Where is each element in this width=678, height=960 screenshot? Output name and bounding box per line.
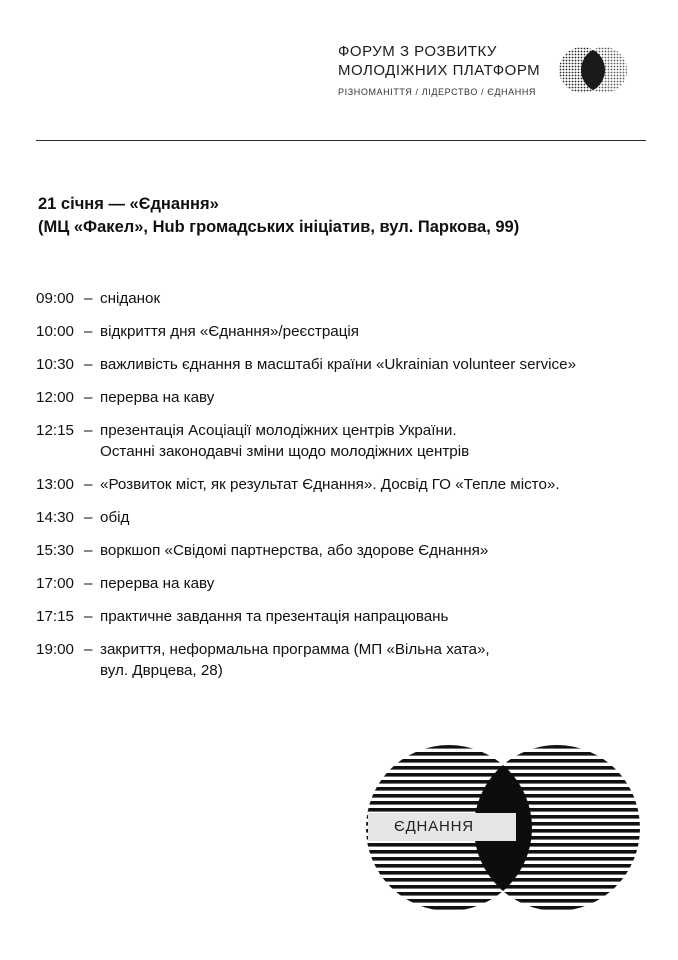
schedule-separator: – (84, 509, 93, 526)
schedule-item (36, 288, 666, 309)
schedule-description-line: сніданок (100, 290, 161, 307)
schedule-list (36, 288, 666, 693)
schedule-item (36, 507, 666, 528)
schedule-description-continuation: Останні законодавчі зміни щодо молодіжних центрів (100, 443, 470, 460)
schedule-description-line: презентація Асоціації молодіжних центрів України. (100, 422, 457, 439)
schedule-description-line: практичне завдання та презентація напрацювань (100, 608, 449, 625)
schedule-description (100, 573, 214, 594)
schedule-time: 13:00 (36, 476, 75, 493)
org-name (338, 42, 540, 80)
org-name-line-1: ФОРУМ З РОЗВИТКУ (338, 43, 497, 60)
schedule-separator: – (84, 389, 93, 406)
page-header (0, 0, 678, 140)
event-title (38, 193, 519, 239)
schedule-description (100, 606, 448, 627)
org-tagline: РІЗНОМАНІТТЯ / ЛІДЕРСТВО / ЄДНАННЯ (338, 87, 537, 97)
schedule-time: 14:30 (36, 509, 75, 526)
schedule-separator: – (84, 608, 93, 625)
schedule-time: 17:00 (36, 575, 75, 592)
schedule-description-line: перерва на каву (100, 575, 215, 592)
schedule-description-continuation: вул. Дврцева, 28) (100, 662, 223, 679)
schedule-description (100, 387, 214, 408)
schedule-item (36, 420, 666, 462)
schedule-description-line: важливість єднання в масштабі країни «Ukrainian volunteer service» (100, 356, 577, 373)
schedule-separator: – (84, 641, 93, 658)
schedule-item (36, 354, 666, 375)
schedule-separator: – (84, 542, 93, 559)
schedule-description (100, 288, 160, 309)
schedule-description-line: воркшоп «Свідомі партнерства, або здорове Єднання» (100, 542, 489, 559)
schedule-item (36, 573, 666, 594)
schedule-separator: – (84, 422, 93, 439)
header-divider (36, 140, 646, 141)
schedule-description-line: обід (100, 509, 130, 526)
schedule-item (36, 321, 666, 342)
schedule-description (100, 420, 469, 462)
schedule-separator: – (84, 290, 93, 307)
schedule-separator: – (84, 356, 93, 373)
schedule-time: 12:00 (36, 389, 75, 406)
schedule-item (36, 606, 666, 627)
schedule-separator: – (84, 476, 93, 493)
schedule-item (36, 639, 666, 681)
schedule-item (36, 540, 666, 561)
forum-logo-icon (556, 38, 630, 102)
schedule-description-line: закриття, неформальна программа (МП «Вільна хата», (100, 641, 490, 658)
schedule-separator: – (84, 323, 93, 340)
event-date-title: 21 січня — «Єднання» (38, 195, 219, 213)
logo-word-label: ЄДНАННЯ (368, 813, 516, 841)
event-venue: (МЦ «Факел», Hub громадських ініціатив, вул. Паркова, 99) (38, 218, 520, 236)
org-name-line-2: МОЛОДІЖНИХ ПЛАТФОРМ (338, 62, 541, 79)
schedule-description-line: перерва на каву (100, 389, 215, 406)
schedule-time: 17:15 (36, 608, 75, 625)
schedule-description (100, 540, 488, 561)
schedule-description (100, 507, 129, 528)
schedule-time: 19:00 (36, 641, 75, 658)
schedule-separator: – (84, 575, 93, 592)
schedule-description (100, 474, 560, 495)
schedule-item (36, 474, 666, 495)
schedule-description (100, 639, 490, 681)
schedule-time: 10:30 (36, 356, 75, 373)
schedule-description-line: відкриття дня «Єднання»/реєстрація (100, 323, 360, 340)
schedule-time: 12:15 (36, 422, 75, 439)
schedule-time: 09:00 (36, 290, 75, 307)
schedule-item (36, 387, 666, 408)
schedule-description-line: «Розвиток міст, як результат Єднання». Досвід ГО «Тепле місто». (100, 476, 560, 493)
schedule-description (100, 354, 576, 375)
schedule-time: 15:30 (36, 542, 75, 559)
schedule-description (100, 321, 359, 342)
schedule-time: 10:00 (36, 323, 75, 340)
